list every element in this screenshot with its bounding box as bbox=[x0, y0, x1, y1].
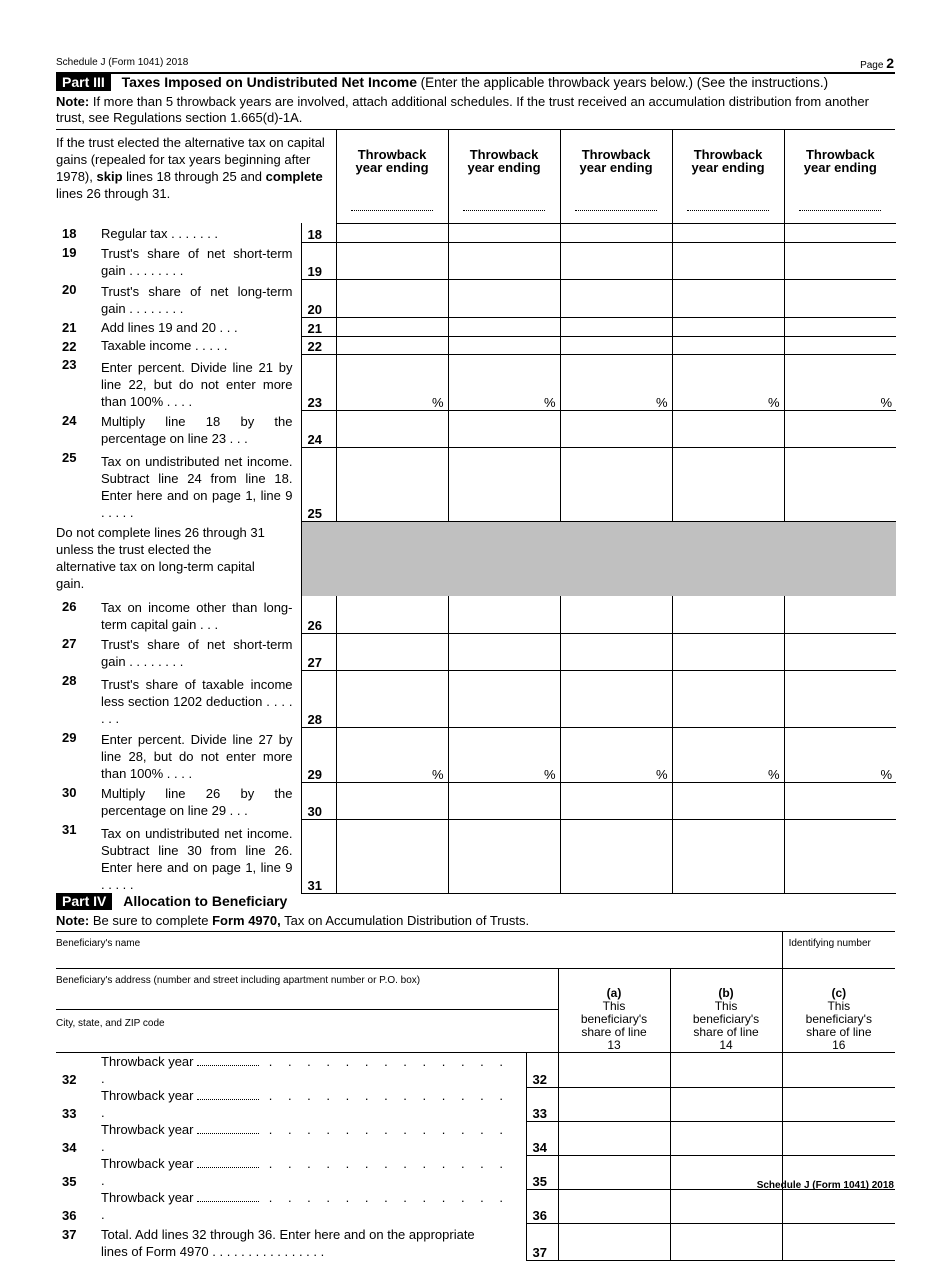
col-a-field[interactable] bbox=[558, 1155, 670, 1189]
amount-field[interactable] bbox=[560, 242, 672, 279]
part3-note-text: If more than 5 throwback years are involved, attach additional schedules. If the trust received an accumulation distribution from another trust, see Regulations section 1.665(d)-1A. bbox=[56, 94, 869, 125]
line-37-col-a[interactable] bbox=[558, 1223, 670, 1260]
part4-note bbox=[56, 913, 895, 929]
part4-table bbox=[56, 931, 895, 1261]
line-description: Throwback year . . . . . . . . . . . . . . bbox=[101, 1054, 510, 1086]
amount-field[interactable] bbox=[672, 336, 784, 354]
part3-badge: Part III bbox=[56, 74, 111, 91]
line-box: 31 bbox=[301, 819, 336, 893]
line-box: 28 bbox=[301, 670, 336, 727]
amount-field[interactable] bbox=[448, 410, 560, 447]
amount-field[interactable] bbox=[448, 279, 560, 317]
amount-field[interactable] bbox=[560, 317, 672, 336]
amount-field[interactable] bbox=[672, 670, 784, 727]
percent-sign: % bbox=[767, 766, 780, 782]
col-a-field[interactable] bbox=[558, 1189, 670, 1223]
part3-heading bbox=[56, 74, 895, 91]
line-box: 35 bbox=[526, 1155, 558, 1189]
amount-field[interactable] bbox=[448, 317, 560, 336]
amount-field[interactable] bbox=[448, 336, 560, 354]
part4-note-a: Be sure to complete bbox=[92, 913, 209, 928]
throwback-year-column-2 bbox=[448, 130, 560, 223]
intro-complete: complete bbox=[265, 169, 323, 184]
amount-field[interactable] bbox=[784, 242, 896, 279]
line-number: 36 bbox=[62, 1208, 77, 1223]
form-line bbox=[56, 819, 896, 893]
shaded-instruction: Do not complete lines 26 through 31 unless the trust elected the alternative tax on long-term capital gain. bbox=[56, 525, 265, 591]
amount-field[interactable] bbox=[560, 782, 672, 819]
col-b-field[interactable] bbox=[670, 1189, 782, 1223]
column-c-letter: (c) bbox=[831, 986, 847, 1000]
amount-field[interactable] bbox=[672, 317, 784, 336]
amount-field[interactable] bbox=[672, 596, 784, 633]
col-c-field[interactable] bbox=[782, 1087, 895, 1121]
form-line bbox=[56, 410, 896, 447]
line-37-description bbox=[101, 1223, 526, 1260]
line-number: 28 bbox=[62, 673, 77, 688]
line-number: 31 bbox=[62, 822, 77, 837]
line-box: 30 bbox=[301, 782, 336, 819]
throwback-year-column-3 bbox=[560, 130, 672, 223]
line-description: Tax on undistributed net income. Subtract line 30 from line 26. Enter here and on page 1, line 9 . . . . . bbox=[101, 826, 293, 892]
throwback-year-label: Throwback year bbox=[101, 1156, 194, 1171]
line-box: 33 bbox=[526, 1087, 558, 1121]
line-box: 24 bbox=[301, 410, 336, 447]
amount-field[interactable] bbox=[560, 447, 672, 521]
amount-field[interactable] bbox=[672, 279, 784, 317]
part3-intro bbox=[56, 130, 336, 223]
line-description: Trust's share of net short-term gain . . . . . . . . bbox=[101, 637, 293, 669]
intro-skip: skip bbox=[96, 169, 123, 184]
throwback-year-input[interactable] bbox=[197, 1167, 259, 1168]
year-ending-field[interactable] bbox=[799, 210, 881, 211]
amount-field[interactable] bbox=[448, 727, 560, 782]
part4-note-label: Note: bbox=[56, 913, 90, 928]
line-box: 36 bbox=[526, 1189, 558, 1223]
amount-field[interactable] bbox=[784, 354, 896, 410]
part3-title-note: (Enter the applicable throwback years below.) (See the instructions.) bbox=[420, 75, 829, 90]
amount-field[interactable] bbox=[336, 242, 448, 279]
part4-title: Allocation to Beneficiary bbox=[123, 893, 288, 909]
form-line bbox=[56, 782, 896, 819]
line-37-col-c[interactable] bbox=[782, 1223, 895, 1260]
line-number: 18 bbox=[62, 226, 77, 241]
line-number: 20 bbox=[62, 282, 77, 297]
line-box: 22 bbox=[301, 336, 336, 354]
column-heading: Throwback year ending bbox=[803, 147, 877, 175]
identifying-number-label: Identifying number bbox=[788, 938, 871, 949]
line-description: Trust's share of net long-term gain . . . . . . . . bbox=[101, 284, 293, 316]
throwback-year-input[interactable] bbox=[197, 1065, 259, 1066]
city-state-zip-field[interactable] bbox=[56, 1010, 558, 1053]
amount-field[interactable] bbox=[448, 223, 560, 242]
col-b-field[interactable] bbox=[670, 1121, 782, 1155]
percent-sign: % bbox=[880, 394, 893, 410]
year-ending-field[interactable] bbox=[575, 210, 657, 211]
amount-field[interactable] bbox=[672, 819, 784, 893]
page-label: Page bbox=[860, 60, 884, 71]
amount-field[interactable] bbox=[336, 336, 448, 354]
column-heading: Throwback year ending bbox=[579, 147, 653, 175]
column-c-header bbox=[782, 969, 895, 1053]
amount-field[interactable] bbox=[336, 633, 448, 670]
throwback-row bbox=[56, 1053, 895, 1088]
column-b-text: This beneficiary's share of line 14 bbox=[692, 999, 760, 1052]
line-37-text-b: lines of Form 4970 . . . . . . . . . . . . . . . . bbox=[101, 1244, 325, 1259]
amount-field[interactable] bbox=[448, 819, 560, 893]
amount-field[interactable] bbox=[784, 336, 896, 354]
amount-field[interactable] bbox=[448, 596, 560, 633]
line-number: 26 bbox=[62, 599, 77, 614]
amount-field[interactable] bbox=[336, 223, 448, 242]
line-number: 27 bbox=[62, 636, 77, 651]
part3-table bbox=[56, 130, 896, 894]
col-c-field[interactable] bbox=[782, 1189, 895, 1223]
line-description: Trust's share of net short-term gain . . . . . . . . bbox=[101, 246, 293, 278]
line-37-text-a: Total. Add lines 32 through 36. Enter here and on the appropriate bbox=[101, 1227, 475, 1242]
amount-field[interactable] bbox=[336, 782, 448, 819]
beneficiary-name-label: Beneficiary's name bbox=[56, 938, 141, 949]
amount-field[interactable] bbox=[672, 354, 784, 410]
amount-field[interactable] bbox=[560, 279, 672, 317]
line-description: Regular tax . . . . . . . bbox=[101, 226, 219, 241]
percent-sign: % bbox=[431, 766, 444, 782]
line-number: 25 bbox=[62, 450, 77, 465]
amount-field[interactable] bbox=[336, 727, 448, 782]
column-b-letter: (b) bbox=[718, 986, 734, 1000]
amount-field[interactable] bbox=[448, 242, 560, 279]
amount-field[interactable] bbox=[560, 336, 672, 354]
form-line bbox=[56, 727, 896, 782]
intro-text-c: lines 26 through 31. bbox=[56, 186, 171, 201]
amount-field[interactable] bbox=[560, 596, 672, 633]
percent-sign: % bbox=[655, 766, 668, 782]
amount-field[interactable] bbox=[784, 596, 896, 633]
amount-field[interactable] bbox=[448, 633, 560, 670]
part4-note-b: Tax on Accumulation Distribution of Trusts. bbox=[284, 913, 530, 928]
form-line bbox=[56, 670, 896, 727]
form-line bbox=[56, 223, 896, 242]
column-a-text: This beneficiary's share of line 13 bbox=[580, 999, 648, 1052]
amount-field[interactable] bbox=[784, 317, 896, 336]
amount-field[interactable] bbox=[672, 447, 784, 521]
amount-field[interactable] bbox=[336, 410, 448, 447]
form-line bbox=[56, 317, 896, 336]
shaded-area bbox=[301, 521, 896, 596]
part3-title: Taxes Imposed on Undistributed Net Income bbox=[121, 74, 417, 90]
throwback-year-input[interactable] bbox=[197, 1099, 259, 1100]
column-a-letter: (a) bbox=[606, 986, 622, 1000]
line-description: Throwback year . . . . . . . . . . . . . . bbox=[101, 1122, 510, 1154]
line-number: 30 bbox=[62, 785, 77, 800]
part4-note-form: Form 4970, bbox=[212, 913, 281, 928]
throwback-year-column-1 bbox=[336, 130, 448, 223]
amount-field[interactable] bbox=[336, 354, 448, 410]
amount-field[interactable] bbox=[336, 447, 448, 521]
form-header-title: Schedule J (Form 1041) 2018 bbox=[56, 57, 189, 68]
column-a-header bbox=[558, 969, 670, 1053]
column-heading: Throwback year ending bbox=[355, 147, 429, 175]
amount-field[interactable] bbox=[448, 447, 560, 521]
line-box: 27 bbox=[301, 633, 336, 670]
form-line bbox=[56, 354, 896, 410]
amount-field[interactable] bbox=[784, 279, 896, 317]
line-box: 29 bbox=[301, 727, 336, 782]
line-description: Multiply line 18 by the percentage on line 23 . . . bbox=[101, 414, 293, 446]
part4-heading bbox=[56, 893, 895, 910]
amount-field[interactable] bbox=[560, 410, 672, 447]
amount-field[interactable] bbox=[672, 242, 784, 279]
amount-field[interactable] bbox=[560, 819, 672, 893]
amount-field[interactable] bbox=[672, 633, 784, 670]
amount-field[interactable] bbox=[448, 782, 560, 819]
line-number: 29 bbox=[62, 730, 77, 745]
line-description: Throwback year . . . . . . . . . . . . . . bbox=[101, 1190, 510, 1222]
amount-field[interactable] bbox=[784, 410, 896, 447]
amount-field[interactable] bbox=[336, 279, 448, 317]
line-description: Multiply line 26 by the percentage on line 29 . . . bbox=[101, 786, 293, 818]
throwback-year-label: Throwback year bbox=[101, 1122, 194, 1137]
col-a-field[interactable] bbox=[558, 1087, 670, 1121]
amount-field[interactable] bbox=[784, 447, 896, 521]
amount-field[interactable] bbox=[336, 317, 448, 336]
line-box: 19 bbox=[301, 242, 336, 279]
line-description: Throwback year . . . . . . . . . . . . . . bbox=[101, 1088, 510, 1120]
col-a-field[interactable] bbox=[558, 1121, 670, 1155]
amount-field[interactable] bbox=[560, 727, 672, 782]
throwback-year-input[interactable] bbox=[197, 1201, 259, 1202]
amount-field[interactable] bbox=[784, 819, 896, 893]
line-description: Add lines 19 and 20 . . . bbox=[101, 320, 238, 335]
line-box: 26 bbox=[301, 596, 336, 633]
form-line bbox=[56, 336, 896, 354]
line-number: 22 bbox=[62, 339, 77, 354]
percent-sign: % bbox=[543, 766, 556, 782]
col-c-field[interactable] bbox=[782, 1121, 895, 1155]
throwback-row bbox=[56, 1121, 895, 1155]
amount-field[interactable] bbox=[784, 782, 896, 819]
col-c-field[interactable] bbox=[782, 1053, 895, 1088]
form-line bbox=[56, 242, 896, 279]
line-number: 23 bbox=[62, 357, 77, 372]
percent-sign: % bbox=[431, 394, 444, 410]
percent-sign: % bbox=[655, 394, 668, 410]
line-box: 20 bbox=[301, 279, 336, 317]
line-box: 23 bbox=[301, 354, 336, 410]
amount-field[interactable] bbox=[448, 670, 560, 727]
line-37-col-b[interactable] bbox=[670, 1223, 782, 1260]
line-description: Enter percent. Divide line 27 by line 28, but do not enter more than 100% . . . . bbox=[101, 732, 293, 781]
amount-field[interactable] bbox=[672, 410, 784, 447]
percent-sign: % bbox=[880, 766, 893, 782]
col-a-field[interactable] bbox=[558, 1053, 670, 1088]
beneficiary-name-field[interactable] bbox=[56, 932, 782, 969]
amount-field[interactable] bbox=[560, 223, 672, 242]
line-box: 18 bbox=[301, 223, 336, 242]
line-description: Taxable income . . . . . bbox=[101, 338, 228, 353]
column-heading: Throwback year ending bbox=[467, 147, 541, 175]
throwback-row bbox=[56, 1087, 895, 1121]
amount-field[interactable] bbox=[336, 819, 448, 893]
line-description: Throwback year . . . . . . . . . . . . . . bbox=[101, 1156, 510, 1188]
amount-field[interactable] bbox=[560, 670, 672, 727]
column-b-header bbox=[670, 969, 782, 1053]
throwback-row bbox=[56, 1189, 895, 1223]
amount-field[interactable] bbox=[784, 670, 896, 727]
amount-field[interactable] bbox=[672, 727, 784, 782]
line-number: 35 bbox=[62, 1174, 77, 1189]
part3-note bbox=[56, 94, 895, 126]
line-box: 21 bbox=[301, 317, 336, 336]
col-b-field[interactable] bbox=[670, 1053, 782, 1088]
throwback-year-column-4 bbox=[672, 130, 784, 223]
throwback-year-label: Throwback year bbox=[101, 1088, 194, 1103]
column-heading: Throwback year ending bbox=[691, 147, 765, 175]
column-c-text: This beneficiary's share of line 16 bbox=[805, 999, 872, 1052]
identifying-number-field[interactable] bbox=[782, 932, 895, 969]
line-number: 37 bbox=[62, 1227, 77, 1242]
throwback-year-input[interactable] bbox=[197, 1133, 259, 1134]
percent-sign: % bbox=[543, 394, 556, 410]
line-number: 32 bbox=[62, 1072, 77, 1087]
line-number: 33 bbox=[62, 1106, 77, 1121]
beneficiary-address-field[interactable] bbox=[56, 969, 558, 1010]
line-box: 37 bbox=[526, 1223, 558, 1260]
part3-note-label: Note: bbox=[56, 94, 90, 109]
line-box: 25 bbox=[301, 447, 336, 521]
percent-sign: % bbox=[767, 394, 780, 410]
amount-field[interactable] bbox=[336, 596, 448, 633]
footer-form: Schedule J (Form 1041) 2018 bbox=[756, 1180, 894, 1191]
form-line bbox=[56, 279, 896, 317]
year-ending-field[interactable] bbox=[351, 210, 433, 211]
line-number: 21 bbox=[62, 320, 77, 335]
page-number-value: 2 bbox=[886, 55, 894, 71]
intro-text-a: If the trust elected the alternative tax on capital gains (repealed for tax years beginning after 1978), bbox=[56, 135, 325, 184]
beneficiary-address-label: Beneficiary's address (number and street including apartment number or P.O. box) bbox=[56, 975, 421, 986]
intro-text-b: lines 18 through 25 and bbox=[126, 169, 263, 184]
amount-field[interactable] bbox=[448, 354, 560, 410]
amount-field[interactable] bbox=[672, 782, 784, 819]
amount-field[interactable] bbox=[336, 670, 448, 727]
amount-field[interactable] bbox=[784, 727, 896, 782]
line-box: 34 bbox=[526, 1121, 558, 1155]
line-box: 32 bbox=[526, 1053, 558, 1088]
line-description: Tax on income other than long-term capital gain . . . bbox=[101, 600, 293, 632]
form-line bbox=[56, 633, 896, 670]
amount-field[interactable] bbox=[560, 354, 672, 410]
throwback-year-column-5 bbox=[784, 130, 896, 223]
line-description: Enter percent. Divide line 21 by line 22, but do not enter more than 100% . . . . bbox=[101, 360, 293, 409]
amount-field[interactable] bbox=[784, 633, 896, 670]
city-state-zip-label: City, state, and ZIP code bbox=[56, 1018, 165, 1030]
amount-field[interactable] bbox=[784, 223, 896, 242]
line-description: Trust's share of taxable income less section 1202 deduction . . . . . . . bbox=[101, 677, 293, 726]
amount-field[interactable] bbox=[672, 223, 784, 242]
line-number: 34 bbox=[62, 1140, 77, 1155]
line-description: Tax on undistributed net income. Subtract line 24 from line 18. Enter here and on page 1, line 9 . . . . . bbox=[101, 454, 293, 520]
form-line bbox=[56, 596, 896, 633]
form-line bbox=[56, 447, 896, 521]
line-number: 24 bbox=[62, 413, 77, 428]
line-number: 19 bbox=[62, 245, 77, 260]
throwback-year-label: Throwback year bbox=[101, 1054, 194, 1069]
col-b-field[interactable] bbox=[670, 1087, 782, 1121]
amount-field[interactable] bbox=[560, 633, 672, 670]
year-ending-field[interactable] bbox=[687, 210, 769, 211]
throwback-year-label: Throwback year bbox=[101, 1190, 194, 1205]
page-number bbox=[860, 55, 894, 71]
year-ending-field[interactable] bbox=[463, 210, 545, 211]
part4-badge: Part IV bbox=[56, 893, 112, 910]
